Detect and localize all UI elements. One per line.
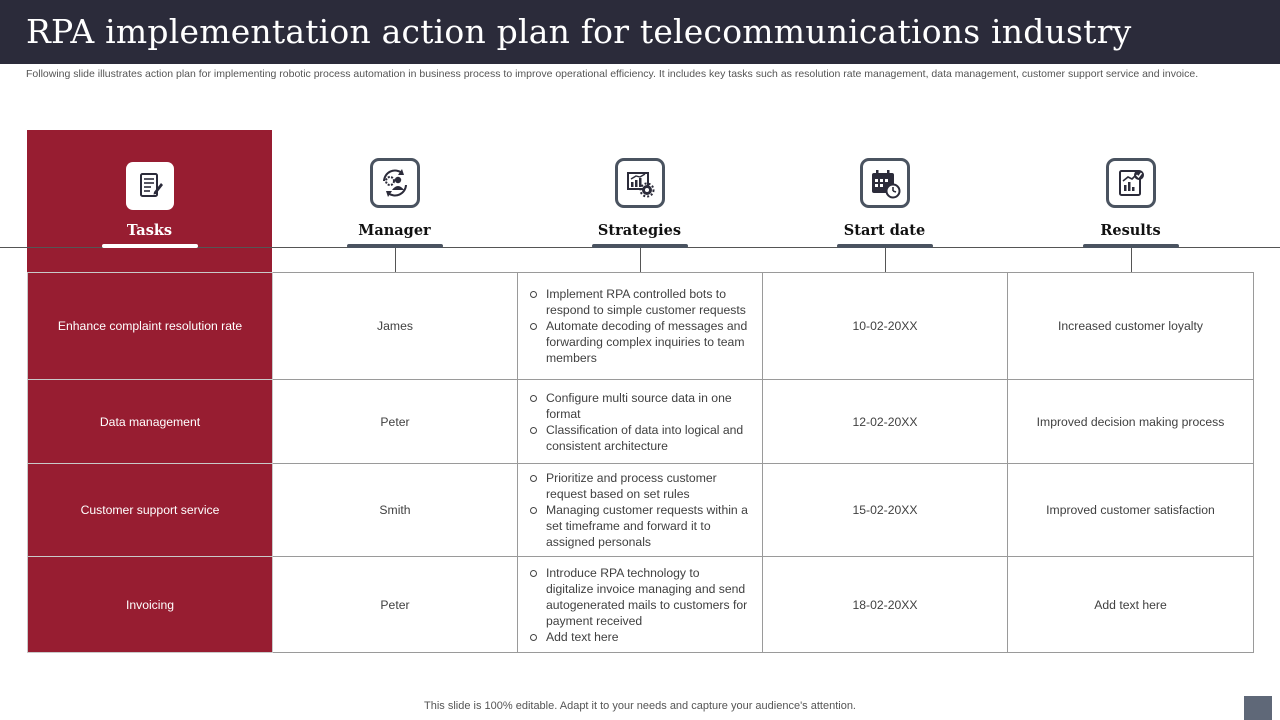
connector-tick bbox=[640, 248, 641, 272]
manager-cell: Peter bbox=[273, 380, 518, 464]
strategy-item: Managing customer requests within a set timeframe and forward it to assigned personals bbox=[528, 502, 750, 550]
manager-cell: Peter bbox=[273, 557, 518, 653]
corner-accent bbox=[1244, 696, 1272, 720]
column-label: Start date bbox=[843, 222, 926, 239]
manager-cell: Smith bbox=[273, 464, 518, 557]
start-date-cell: 18-02-20XX bbox=[763, 557, 1008, 653]
report-chart-icon bbox=[1106, 158, 1156, 208]
column-label: Tasks bbox=[126, 222, 173, 239]
column-label: Results bbox=[1100, 222, 1161, 239]
strategy-item: Automate decoding of messages and forwarding complex inquiries to team members bbox=[528, 318, 750, 366]
column-header-results bbox=[1008, 158, 1253, 250]
clipboard-list-icon bbox=[126, 162, 174, 210]
page-title: RPA implementation action plan for telecommunications industry bbox=[26, 12, 1132, 51]
connector-tick bbox=[885, 248, 886, 272]
column-underline bbox=[102, 244, 198, 248]
strategy-item: Classification of data into logical and consistent architecture bbox=[528, 422, 750, 454]
result-cell: Improved decision making process bbox=[1008, 380, 1254, 464]
result-cell: Add text here bbox=[1008, 557, 1254, 653]
task-cell: Customer support service bbox=[28, 464, 273, 557]
strategy-item: Implement RPA controlled bots to respond to simple customer requests bbox=[528, 286, 750, 318]
strategy-item: Introduce RPA technology to digitalize invoice managing and send autogenerated mails to customers for payment received bbox=[528, 565, 750, 629]
page-subtitle: Following slide illustrates action plan for implementing robotic process automation in business process to improve operational efficiency. It includes key tasks such as resolution rate management, data management, customer support service and invoice. bbox=[26, 68, 1199, 80]
manager-cell: James bbox=[273, 273, 518, 380]
result-cell: Increased customer loyalty bbox=[1008, 273, 1254, 380]
start-date-cell: 10-02-20XX bbox=[763, 273, 1008, 380]
connector-tick bbox=[1131, 248, 1132, 272]
strategies-cell bbox=[518, 557, 763, 653]
connector-tick bbox=[395, 248, 396, 272]
chart-gear-icon bbox=[615, 158, 665, 208]
task-cell: Data management bbox=[28, 380, 273, 464]
strategy-item: Prioritize and process customer request based on set rules bbox=[528, 470, 750, 502]
table-row bbox=[28, 273, 1254, 380]
table-row bbox=[28, 380, 1254, 464]
strategies-cell bbox=[518, 380, 763, 464]
table-row bbox=[28, 464, 1254, 557]
column-header-start-date bbox=[762, 158, 1007, 250]
strategies-cell bbox=[518, 464, 763, 557]
start-date-cell: 12-02-20XX bbox=[763, 380, 1008, 464]
column-header-manager bbox=[272, 158, 517, 250]
title-bar bbox=[0, 0, 1280, 64]
task-cell: Invoicing bbox=[28, 557, 273, 653]
footer-note: This slide is 100% editable. Adapt it to your needs and capture your audience's attention. bbox=[424, 700, 856, 712]
task-cell: Enhance complaint resolution rate bbox=[28, 273, 273, 380]
action-plan-table bbox=[27, 272, 1254, 653]
table-row bbox=[28, 557, 1254, 653]
column-header-tasks bbox=[27, 158, 272, 250]
strategies-cell bbox=[518, 273, 763, 380]
column-header-strategies bbox=[517, 158, 762, 250]
strategy-item: Configure multi source data in one format bbox=[528, 390, 750, 422]
user-gear-icon bbox=[370, 158, 420, 208]
start-date-cell: 15-02-20XX bbox=[763, 464, 1008, 557]
result-cell: Improved customer satisfaction bbox=[1008, 464, 1254, 557]
column-label: Manager bbox=[358, 222, 431, 239]
calendar-clock-icon bbox=[860, 158, 910, 208]
strategy-item: Add text here bbox=[528, 629, 750, 645]
column-label: Strategies bbox=[597, 222, 682, 239]
